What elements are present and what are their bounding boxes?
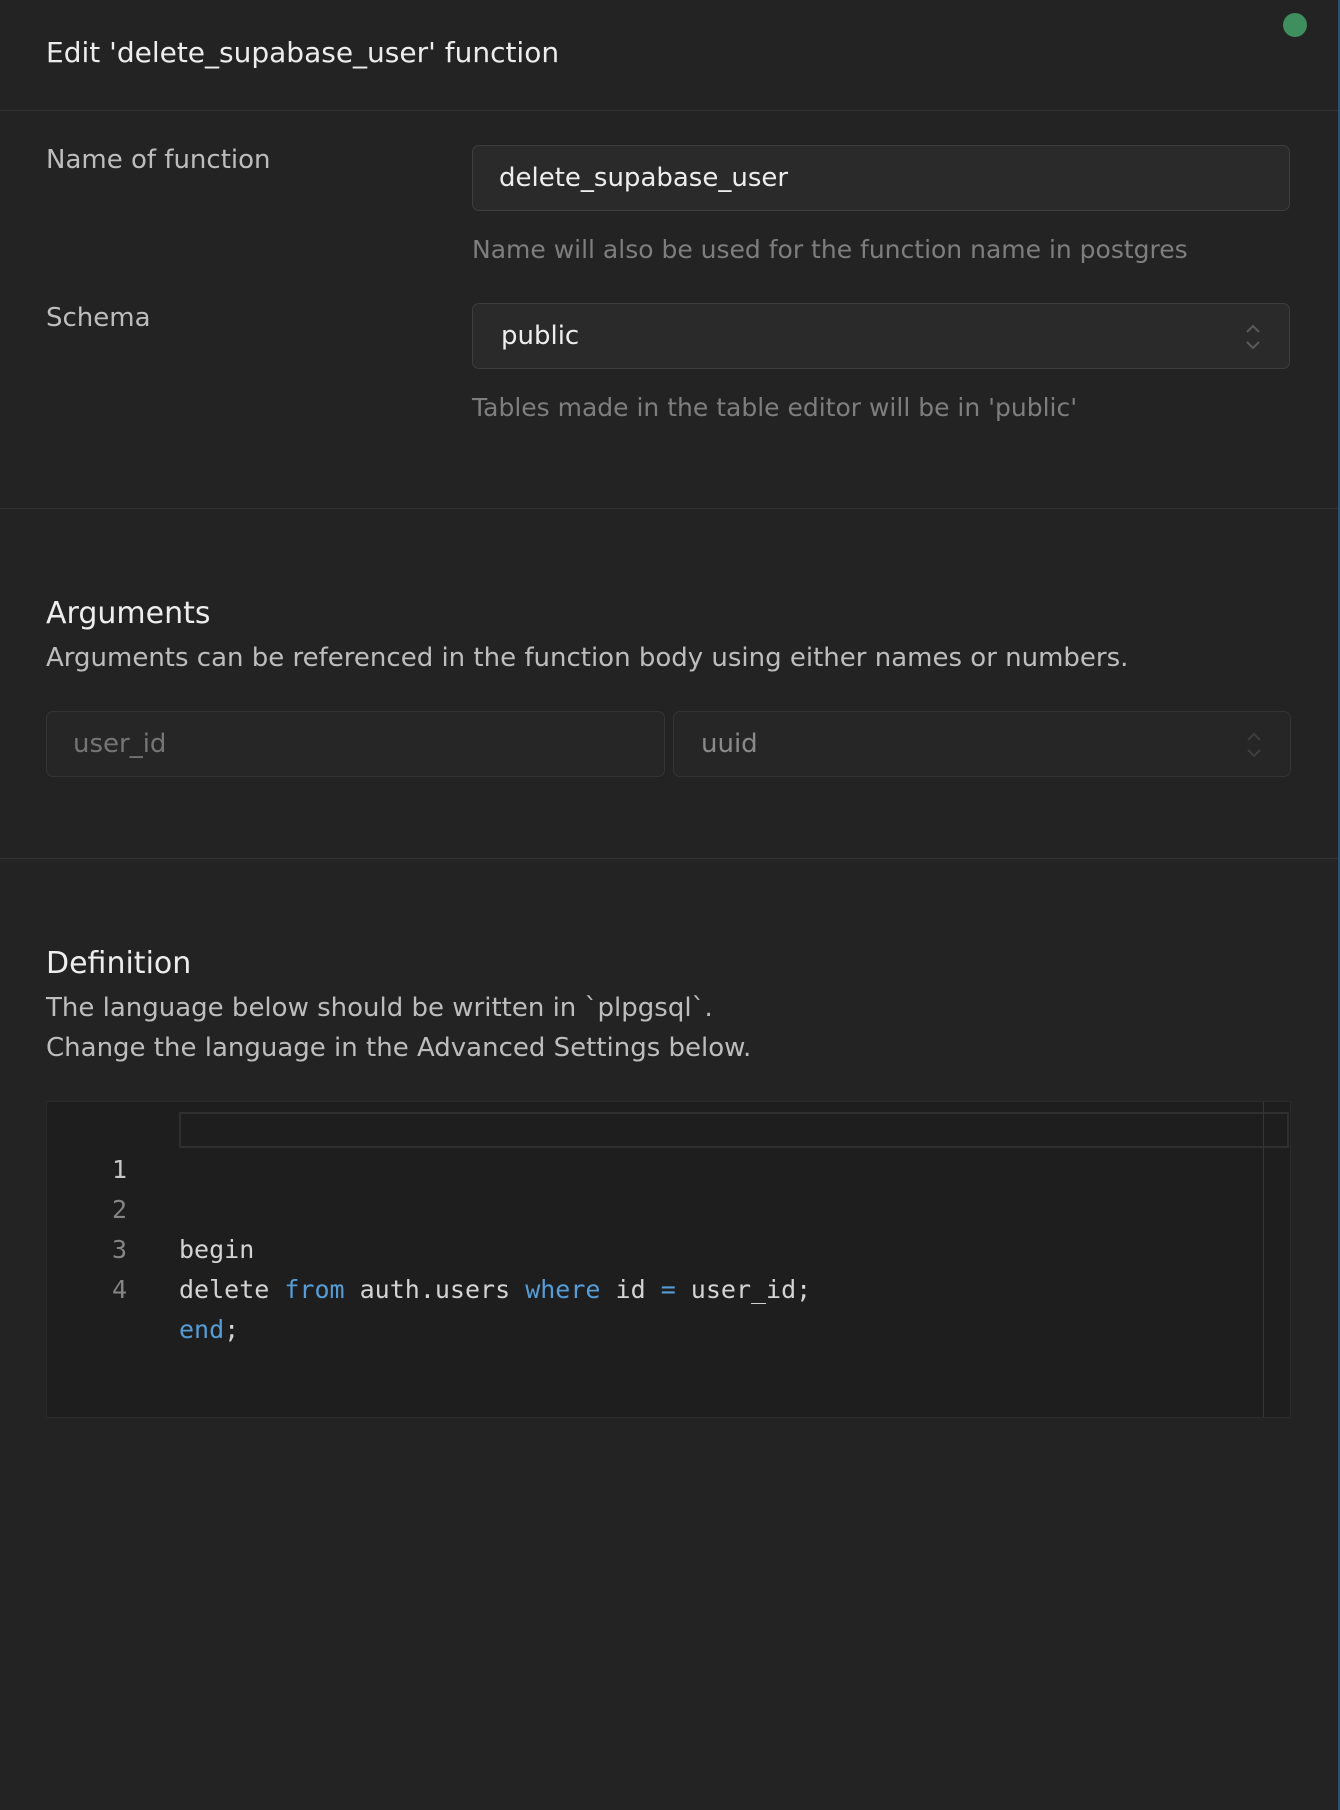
arguments-title: Arguments	[46, 596, 211, 631]
code-line[interactable]	[47, 1110, 1247, 1184]
code-editor[interactable]	[46, 1101, 1291, 1418]
function-name-input[interactable]	[473, 146, 1289, 210]
code-token: user_id;	[675, 1275, 812, 1304]
panel-title: Edit 'delete_supabase_user' function	[46, 36, 560, 69]
code-text	[179, 1310, 239, 1350]
line-number: 1	[111, 1155, 127, 1184]
schema-select[interactable]	[472, 303, 1290, 369]
schema-label: Schema	[46, 303, 151, 333]
editor-scrollbar[interactable]	[1263, 1102, 1264, 1417]
section-divider	[0, 858, 1338, 859]
line-number: 2	[111, 1195, 127, 1224]
argument-type-select[interactable]	[673, 711, 1291, 777]
section-divider	[0, 508, 1338, 509]
schema-select-value: public	[501, 321, 580, 351]
chevron-up-down-icon	[1244, 727, 1264, 763]
code-token: delete	[179, 1275, 285, 1304]
panel-header	[0, 0, 1338, 111]
argument-name-input[interactable]	[47, 712, 664, 776]
arguments-description: Arguments can be referenced in the function body using either names or numbers.	[46, 643, 1129, 673]
schema-helper: Tables made in the table editor will be in 'public'	[472, 393, 1078, 422]
line-number: 3	[111, 1235, 127, 1264]
code-token: auth.users	[344, 1275, 526, 1304]
code-operator: =	[660, 1275, 676, 1304]
line-number: 4	[111, 1275, 127, 1304]
code-keyword: end	[179, 1315, 225, 1344]
code-text: begin	[179, 1235, 255, 1264]
argument-type-value: uuid	[701, 729, 758, 759]
function-name-helper: Name will also be used for the function name in postgres	[472, 235, 1188, 264]
code-token: ;	[224, 1315, 240, 1344]
definition-description-line2: Change the language in the Advanced Settings below.	[46, 1033, 752, 1063]
code-line[interactable]	[47, 1150, 1247, 1264]
function-name-label: Name of function	[46, 145, 271, 175]
code-keyword: from	[284, 1275, 345, 1304]
argument-name-field[interactable]	[46, 711, 665, 777]
definition-title: Definition	[46, 946, 192, 981]
definition-description-line1: The language below should be written in `plpgsql`.	[46, 993, 713, 1023]
code-text	[179, 1270, 811, 1310]
chevron-up-down-icon	[1243, 319, 1263, 355]
status-indicator-icon	[1283, 13, 1307, 37]
function-name-field[interactable]	[472, 145, 1290, 211]
code-keyword: where	[525, 1275, 601, 1304]
code-token: id	[600, 1275, 661, 1304]
